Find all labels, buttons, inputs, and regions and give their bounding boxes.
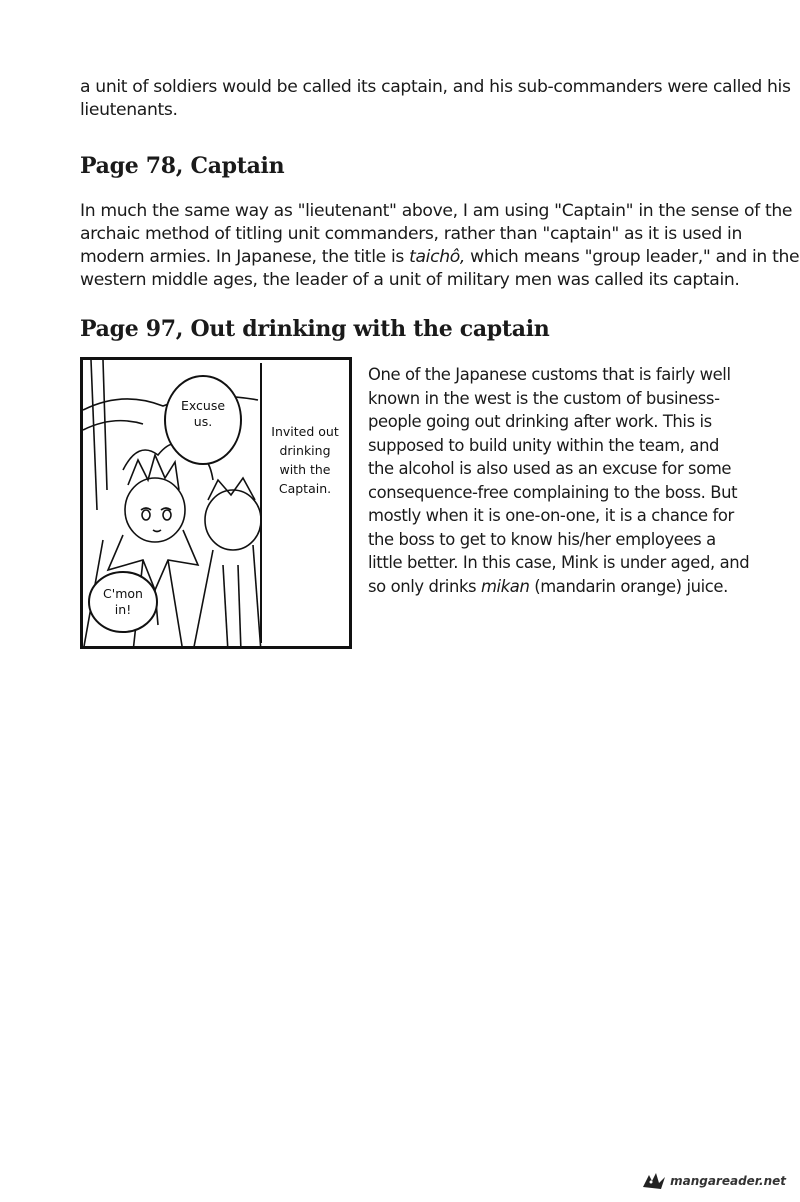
bubble-excuse-us-line-2: us. bbox=[193, 414, 213, 429]
section2-line-10-suffix: (mandarin orange) juice. bbox=[529, 576, 728, 596]
panel-caption-box bbox=[260, 363, 348, 643]
intro-line-1: a unit of soldiers would be called its captain, and his sub-commanders were called his bbox=[80, 77, 791, 97]
section2-line-10 bbox=[368, 575, 788, 599]
watermark-text: mangareader.net bbox=[670, 1174, 786, 1188]
caption-line-1: Invited out bbox=[271, 424, 339, 439]
section1-paragraph bbox=[80, 200, 800, 292]
section2-line-4: supposed to build unity within the team, and bbox=[368, 435, 720, 455]
manga-panel-illustration bbox=[80, 357, 352, 649]
bubble-excuse-us-line-1: Excuse bbox=[180, 398, 226, 413]
intro-line-2: lieutenants. bbox=[80, 100, 178, 120]
section1-line-3 bbox=[80, 246, 800, 269]
caption-line-2: drinking bbox=[279, 443, 331, 458]
section1-line-3-prefix: modern armies. In Japanese, the title is bbox=[80, 247, 410, 267]
caption-line-3: with the bbox=[279, 462, 331, 477]
section1-line-1: In much the same way as "lieutenant" above, I am using "Captain" in the sense of the bbox=[80, 201, 793, 221]
mikan-term: mikan bbox=[480, 576, 530, 596]
watermark bbox=[641, 1170, 786, 1192]
caption-invited-out bbox=[263, 422, 347, 498]
bubble-cmon-in-line-1: C'mon bbox=[103, 586, 143, 601]
section2-line-2: known in the west is the custom of business- bbox=[368, 388, 720, 408]
section2-line-7: mostly when it is one-on-one, it is a chance for bbox=[368, 506, 734, 525]
section2-line-5: the alcohol is also used as an excuse for some bbox=[368, 459, 732, 478]
section1-line-3-suffix: which means "group leader," and in the bbox=[465, 247, 800, 267]
intro-paragraph bbox=[80, 76, 791, 122]
section2-heading: Page 97, Out drinking with the captain bbox=[80, 316, 550, 342]
section2-line-8: the boss to get to know his/her employees a bbox=[368, 529, 716, 549]
section2-line-9: little better. In this case, Mink is under aged, and bbox=[368, 553, 750, 572]
watermark-logo-icon bbox=[641, 1171, 667, 1191]
bubble-cmon-in bbox=[93, 586, 153, 618]
bubble-cmon-in-line-2: in! bbox=[114, 602, 132, 617]
section2-line-1: One of the Japanese customs that is fairly well bbox=[368, 365, 731, 384]
caption-line-4: Captain. bbox=[278, 481, 332, 496]
section1-line-2: archaic method of titling unit commanders, rather than "captain" as it is used in bbox=[80, 224, 742, 244]
section1-line-4: western middle ages, the leader of a unit of military men was called its captain. bbox=[80, 270, 740, 290]
section1-heading: Page 78, Captain bbox=[80, 153, 285, 179]
section2-line-6: consequence-free complaining to the boss. But bbox=[368, 482, 738, 502]
section2-paragraph bbox=[368, 363, 788, 598]
bubble-excuse-us bbox=[167, 398, 239, 430]
section2-line-3: people going out drinking after work. This is bbox=[368, 412, 712, 431]
section2-line-10-prefix: so only drinks bbox=[368, 576, 481, 596]
section1-taicho-term: taichô, bbox=[409, 247, 466, 267]
